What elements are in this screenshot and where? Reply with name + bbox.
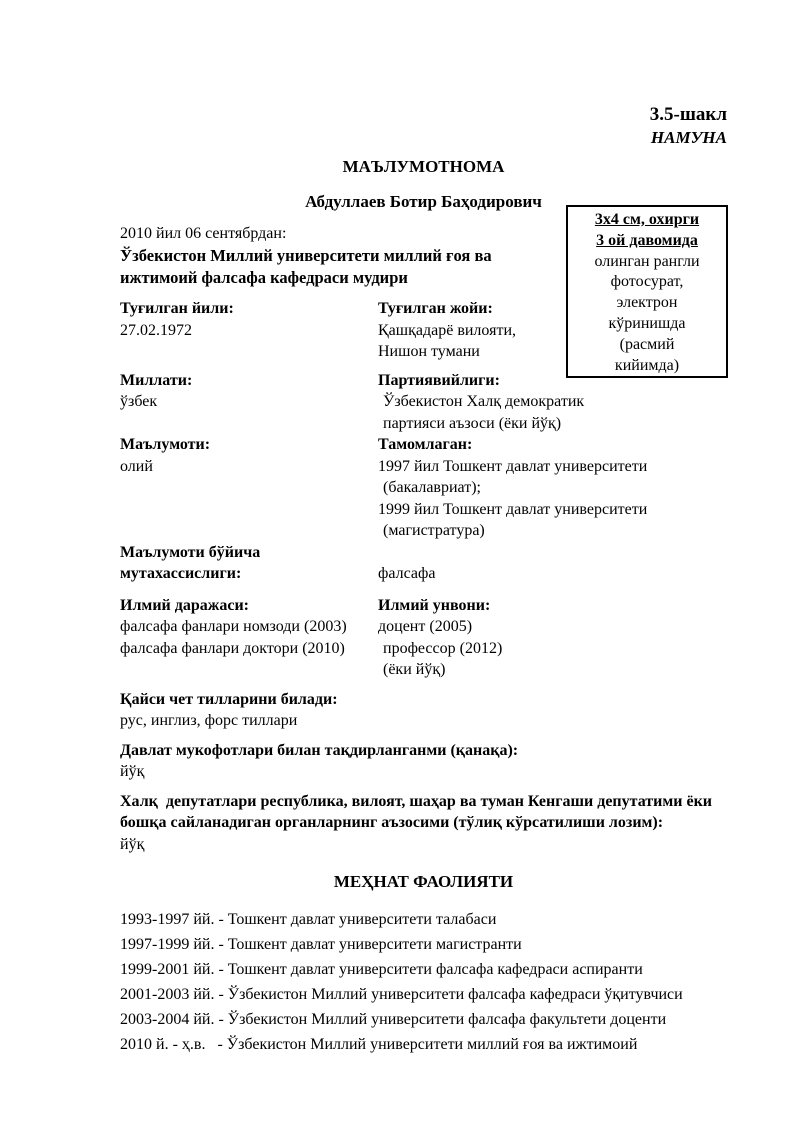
form-header: [120, 103, 727, 149]
form-code: 3.5-шакл: [649, 104, 727, 125]
position-title-line2: ижтимоий фалсафа кафедраси мудири: [120, 268, 408, 287]
specialty-value: фалсафа: [378, 565, 436, 582]
graduated-value-line: (бакалавриат);: [383, 479, 481, 496]
work-history-entry: 2001-2003 йй. - Ўзбекистон Миллий университети фалсафа кафедраси ўқитувчиси: [120, 986, 683, 1003]
birth-place-value-line: Нишон тумани: [378, 343, 480, 360]
degree-value-line: фалсафа фанлари доктори (2010): [120, 639, 345, 657]
languages-label: Қайси чет тилларини билади:: [120, 690, 338, 708]
birth-date-label: Туғилган йили:: [120, 300, 234, 317]
document-title: МАЪЛУМОТНОМА: [342, 157, 505, 176]
deputy-label-line1: Халқ депутатлари республика, вилоят, шаҳар ва туман Кенгаши депутатими ёки: [120, 792, 713, 810]
appointment-date: 2010 йил 06 сентябрдан:: [120, 225, 287, 242]
work-history-entry: 2003-2004 йй. - Ўзбекистон Миллий университети фалсафа факультети доценти: [120, 1011, 667, 1028]
education-label: Маълумоти:: [120, 436, 211, 453]
work-history-entry: 2010 й. - ҳ.в. - Ўзбекистон Миллий университети миллий ғоя ва ижтимоий: [120, 1036, 638, 1053]
field-education: [120, 434, 378, 542]
state-awards-label: Давлат мукофотлари билан тақдирланганми (қанақа):: [120, 741, 519, 759]
sample-label: НАМУНА: [650, 128, 727, 147]
degree-label: Илмий даражаси:: [120, 596, 249, 614]
work-history-entry: 1997-1999 йй. - Тошкент давлат университети магистранти: [120, 936, 522, 953]
field-state-awards: [120, 740, 727, 783]
appointment-block: [120, 223, 570, 289]
state-awards-value: йўқ: [120, 763, 145, 780]
graduated-label: Тамомлаган:: [378, 436, 473, 453]
work-history-list: [120, 907, 727, 1057]
graduated-value-line: 1999 йил Тошкент давлат университети: [378, 500, 648, 518]
work-history-heading: МЕҲНАТ ФАОЛИЯТИ: [333, 872, 514, 891]
photo-note-line: 3 ой давомида: [596, 231, 698, 249]
photo-note-line: электрон: [616, 294, 678, 312]
photo-note-line: кўринишда: [608, 314, 686, 332]
field-academic-title: [378, 595, 727, 681]
academic-title-value-line: (ёки йўқ): [383, 661, 446, 678]
birth-date-value: 27.02.1972: [120, 321, 192, 339]
person-full-name: Абдуллаев Ботир Баҳодирович: [305, 192, 542, 211]
work-history-entry: 1993-1997 йй. - Тошкент давлат университети талабаси: [120, 911, 497, 928]
photo-note-line: (расмий: [619, 335, 675, 353]
field-row-education: [120, 434, 727, 542]
graduated-value-line: (магистратура): [383, 522, 485, 539]
specialty-label-line2: мутахассислиги:: [120, 565, 242, 582]
degree-value-line: фалсафа фанлари номзоди (2003): [120, 618, 347, 635]
field-party: [378, 370, 727, 435]
field-row-specialty: [120, 542, 727, 585]
birth-place-label: Туғилган жойи:: [378, 300, 493, 317]
nationality-label: Миллати:: [120, 371, 193, 389]
field-graduated: [378, 434, 727, 542]
photo-note-line: 3х4 см, охирги: [594, 211, 700, 228]
deputy-label-line2: бошқа сайланадиган органларнинг аъзосими (тўлиқ кўрсатилиши лозим):: [120, 814, 664, 831]
position-title: [120, 245, 570, 289]
party-value-line: партияси аъзоси (ёки йўқ): [383, 414, 562, 432]
graduated-value-line: 1997 йил Тошкент давлат университети: [378, 457, 648, 475]
photo-note-line: олинган рангли: [594, 252, 700, 270]
languages-value: рус, инглиз, форс тиллари: [120, 712, 298, 729]
photo-note-line: фотосурат,: [610, 273, 684, 291]
field-specialty-label: [120, 542, 378, 585]
deputy-value: йўқ: [120, 835, 145, 853]
work-history-entry: 1999-2001 йй. - Тошкент давлат университети фалсафа кафедраси аспиранти: [120, 961, 643, 978]
specialty-label-line1: Маълумоти бўйича: [120, 543, 261, 561]
birth-place-value-line: Қашқадарё вилояти,: [378, 321, 517, 339]
field-deputy: [120, 791, 727, 856]
nationality-value: ўзбек: [120, 393, 158, 410]
field-degree: [120, 595, 378, 681]
field-nationality: [120, 370, 378, 435]
field-specialty-value: [378, 542, 727, 585]
photo-note-line: кийимда): [614, 356, 680, 374]
field-languages: [120, 689, 727, 732]
position-title-line1: Ўзбекистон Миллий университети миллий ғоя ва: [120, 246, 492, 265]
academic-title-label: Илмий унвони:: [378, 596, 491, 614]
academic-title-value-line: доцент (2005): [378, 618, 473, 635]
field-row-degree: [120, 595, 727, 681]
academic-title-value-line: профессор (2012): [383, 639, 503, 657]
party-label: Партиявийлиги:: [378, 371, 500, 389]
field-row-nationality: [120, 370, 727, 435]
photo-placeholder-box: [566, 205, 728, 378]
education-value: олий: [120, 457, 153, 475]
field-birth-date: [120, 298, 378, 363]
party-value-line: Ўзбекистон Халқ демократик: [383, 393, 585, 410]
